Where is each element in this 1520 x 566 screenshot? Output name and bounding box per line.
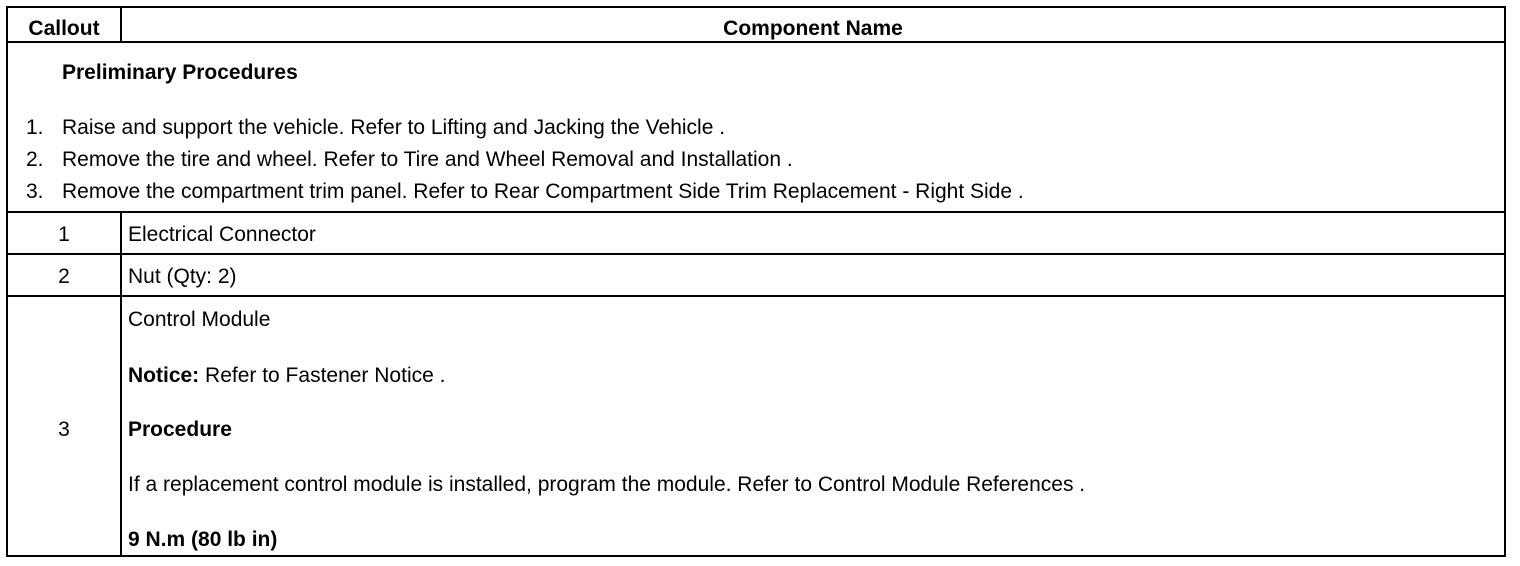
callout-number: 1	[58, 223, 70, 246]
step-number: 2.	[26, 148, 44, 171]
row-divider	[8, 253, 1504, 255]
notice-label: Notice:	[128, 364, 200, 387]
column-divider	[120, 211, 122, 555]
step-text: Remove the compartment trim panel. Refer to Rear Compartment Side Trim Replacement - Right Side .	[62, 180, 1024, 203]
header-divider	[8, 41, 1504, 43]
notice-line	[128, 364, 445, 388]
component-name-header: Component Name	[723, 17, 903, 40]
step-number: 1.	[26, 116, 44, 139]
procedure-text: If a replacement control module is installed, program the module. Refer to Control Module References .	[128, 473, 1086, 496]
row-divider	[8, 211, 1504, 213]
step-text: Raise and support the vehicle. Refer to Lifting and Jacking the Vehicle .	[62, 116, 726, 139]
procedure-label: Procedure	[128, 418, 232, 441]
callout-number: 2	[58, 265, 70, 288]
torque-spec: 9 N.m (80 lb in)	[128, 528, 278, 551]
component-name: Nut (Qty: 2)	[128, 265, 237, 288]
component-name: Electrical Connector	[128, 223, 316, 246]
step-text: Remove the tire and wheel. Refer to Tire and Wheel Removal and Installation .	[62, 148, 793, 171]
row-divider	[8, 295, 1504, 297]
preliminary-title: Preliminary Procedures	[62, 61, 298, 84]
callout-number: 3	[58, 418, 70, 441]
callout-header: Callout	[28, 17, 100, 40]
component-name: Control Module	[128, 308, 271, 331]
component-table	[6, 6, 1506, 557]
step-number: 3.	[26, 180, 44, 203]
notice-text: Refer to Fastener Notice .	[199, 364, 446, 387]
